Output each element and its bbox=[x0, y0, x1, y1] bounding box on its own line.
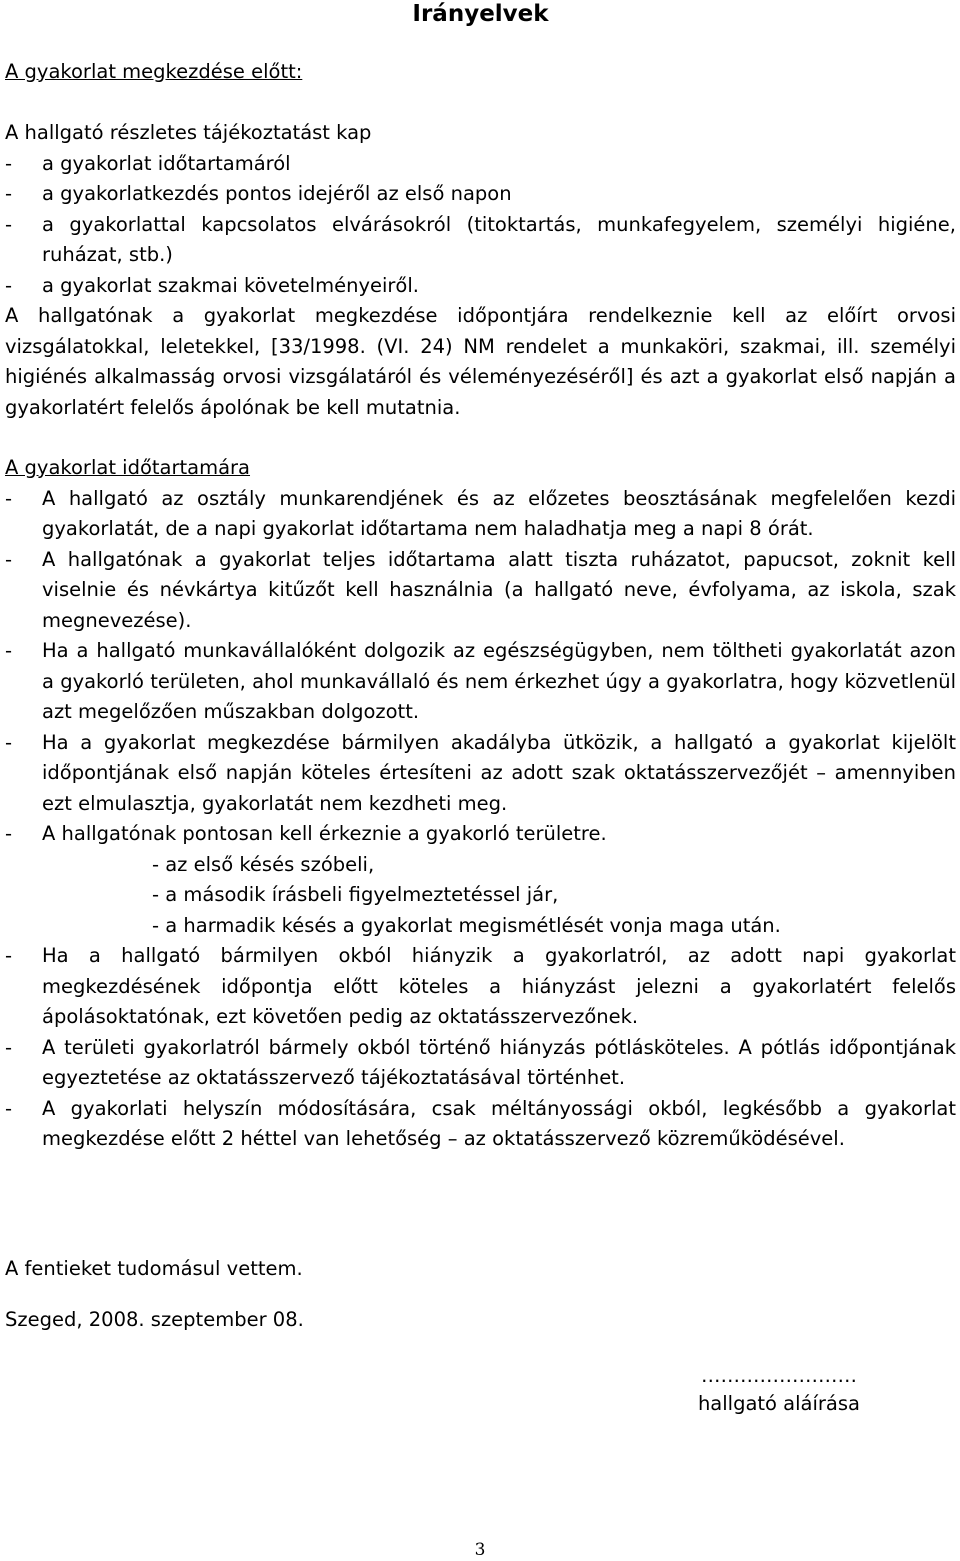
lateness-item: - a harmadik késés a gyakorlat megismétlését vonja maga után. bbox=[152, 913, 781, 937]
signature-block bbox=[698, 1362, 860, 1418]
before-intro: A hallgató részletes tájékoztatást kap bbox=[5, 121, 372, 144]
list-item: - Ha a hallgató munkavállalóként dolgozik az egészségügyben, nem töltheti gyakorlatát azon a gyakorló területen, ahol munkavállaló és nem érkezhet úgy a gyakorlatra, hogy közvetlenül azt megelőzően műszakban dolgozott. bbox=[5, 639, 956, 723]
lateness-item: - az első késés szóbeli, bbox=[152, 852, 375, 876]
medical-requirements-paragraph: A hallgatónak a gyakorlat megkezdése időpontjára rendelkeznie kell az előírt orvosi vizsgálatokkal, leletekkel, [33/1998. (VI. 24) NM rendelet a munkaköri, szakmai, ill. személyi higiénés alkalmasság orvosi vizsgálatáról és véleményezéséről] és azt a gyakorlat első napján a gyakorlatért felelős ápolónak be kell mutatnia. bbox=[5, 304, 956, 419]
place-date: Szeged, 2008. szeptember 08. bbox=[5, 1308, 304, 1331]
duration-rules-list bbox=[5, 484, 956, 1155]
list-item: - Ha a gyakorlat megkezdése bármilyen akadályba ütközik, a hallgató a gyakorlat kijelölt időpontjának első napján köteles értesíteni az adott szak oktatásszervezőjét – amennyiben ezt elmulasztja, gyakorlatát nem kezdheti meg. bbox=[5, 730, 956, 815]
section-duration bbox=[5, 453, 956, 1155]
acknowledgement: A fentieket tudomásul vettem. bbox=[5, 1257, 303, 1280]
list-item: - a gyakorlattal kapcsolatos elvárásokról (titoktartás, munkafegyelem, személyi higiéne, ruházat, stb.) bbox=[5, 212, 956, 266]
before-info-list bbox=[5, 149, 956, 302]
page-number: 3 bbox=[474, 1540, 486, 1560]
list-item: - a gyakorlat szakmai követelményeiről. bbox=[5, 273, 419, 297]
list-item: - A hallgató az osztály munkarendjének és az előzetes beosztásának megfelelően kezdi gyakorlatát, de a napi gyakorlat időtartama nem haladhatja meg a napi 8 órát. bbox=[5, 486, 956, 540]
list-item: - a gyakorlatkezdés pontos idejéről az első napon bbox=[5, 182, 512, 205]
list-item: - a gyakorlat időtartamáról bbox=[5, 151, 291, 175]
list-item: - A gyakorlati helyszín módosítására, csak méltányossági okból, legkésőbb a gyakorlat megkezdése előtt 2 héttel van lehetőség – az oktatásszervező közreműködésével. bbox=[5, 1096, 956, 1150]
list-item: - A területi gyakorlatról bármely okból történő hiányzás pótlásköteles. A pótlás időpontjának egyeztetése az oktatásszervező tájékoztatásával történhet. bbox=[5, 1035, 956, 1089]
document-title: Irányelvek bbox=[412, 1, 549, 27]
lateness-item: - a második írásbeli figyelmeztetéssel jár, bbox=[152, 883, 559, 906]
list-item: - A hallgatónak a gyakorlat teljes időtartama alatt tiszta ruházatot, papucsot, zoknit kell viselnie és névkártya kitűzőt kell használnia (a hallgató neve, évfolyama, az iskola, szak megnevezése). bbox=[5, 547, 956, 632]
signature-line: …………………… bbox=[700, 1364, 857, 1387]
signature-label: hallgató aláírása bbox=[697, 1392, 860, 1415]
section-heading-duration: A gyakorlat időtartamára bbox=[5, 456, 251, 479]
section-before bbox=[5, 57, 956, 88]
list-item: - Ha a hallgató bármilyen okból hiányzik a gyakorlatról, az adott napi gyakorlat megkezdésének időpontja előtt köteles a hiányzást jelezni a gyakorlatért felelős ápolásoktatónak, ezt követően pedig az oktatásszervezőnek. bbox=[5, 944, 956, 1028]
before-intro-block bbox=[5, 118, 956, 423]
lateness-list bbox=[42, 850, 956, 942]
list-item: - A hallgatónak pontosan kell érkeznie a gyakorló területre. - az első késés szóbeli, - a második írásbeli figyelmeztetéssel jár, - a harmadik késés a gyakorlat megismétlését vonja maga után. bbox=[5, 819, 956, 941]
section-heading-before: A gyakorlat megkezdése előtt: bbox=[5, 60, 303, 83]
